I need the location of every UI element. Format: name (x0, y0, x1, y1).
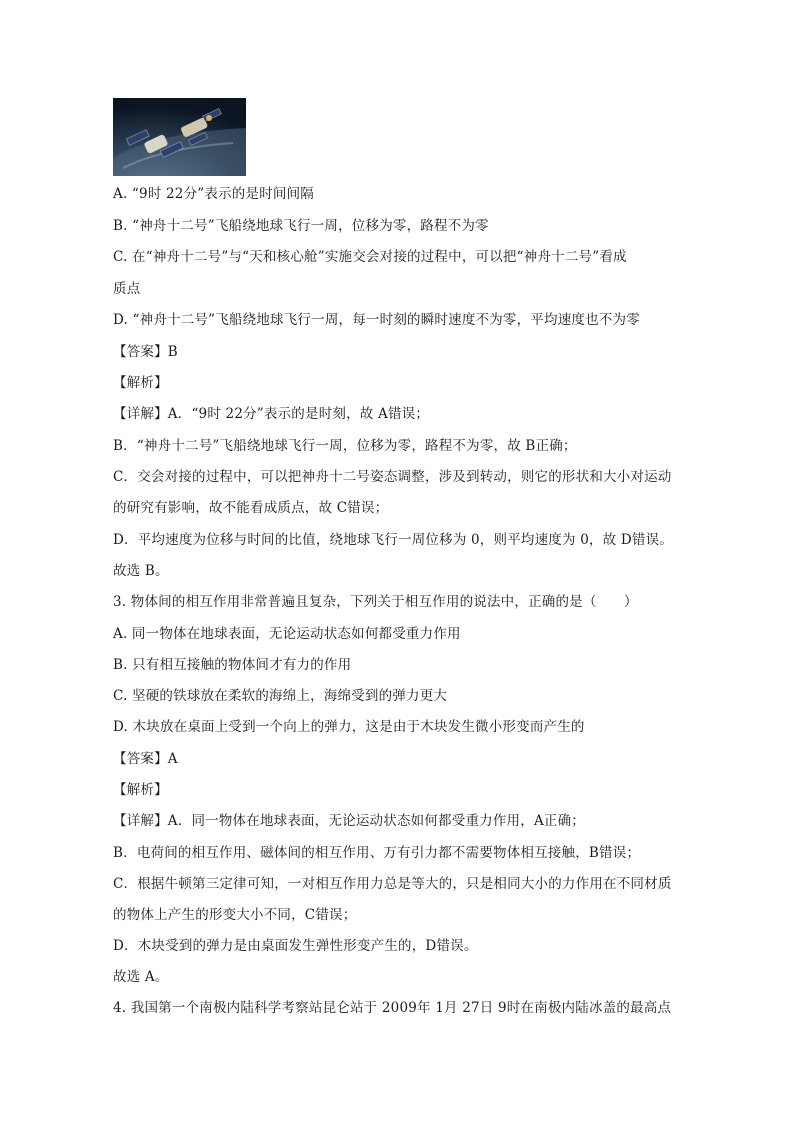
explanation-line: 【详解】A．同一物体在地球表面，无论运动状态如何都受重力作用，A正确； (113, 813, 585, 829)
explanation-line: 【详解】A．“9时 22分”表示的是时刻，故 A错误； (113, 406, 430, 422)
question-3-stem: 3. 物体间的相互作用非常普遍且复杂，下列关于相互作用的说法中，正确的是（ ） (113, 594, 638, 610)
explanation-line: B．“神舟十二号”飞船绕地球飞行一周，位移为零，路程不为零，故 B正确； (113, 438, 577, 454)
conclusion-line: 故选 A。 (113, 969, 169, 985)
explanation-line: D．木块受到的弹力是由桌面发生弹性形变产生的，D错误。 (113, 938, 478, 954)
analysis-label: 【解析】 (113, 375, 168, 391)
explanation-line: C．交会对接的过程中，可以把神舟十二号姿态调整，涉及到转动，则它的形状和大小对运动 (113, 469, 672, 485)
option-a: A. 同一物体在地球表面，无论运动状态如何都受重力作用 (113, 626, 461, 642)
spacecraft-photo (113, 98, 246, 176)
option-c: C. 在“神舟十二号”与“天和核心舱”实施交会对接的过程中，可以把“神舟十二号”看成 (113, 249, 627, 265)
answer-label: 【答案】A (113, 751, 178, 767)
option-d: D. 木块放在桌面上受到一个向上的弹力，这是由于木块发生微小形变而产生的 (113, 719, 585, 735)
option-b: B. “神舟十二号”飞船绕地球飞行一周，位移为零，路程不为零 (113, 218, 489, 234)
explanation-line: 的物体上产生的形变大小不同，C错误； (113, 907, 357, 923)
conclusion-line: 故选 B。 (113, 563, 169, 579)
option-a: A. “9时 22分”表示的是时间间隔 (113, 186, 314, 202)
explanation-line: C．根据牛顿第三定律可知，一对相互作用力总是等大的，只是相同大小的力作用在不同材质 (113, 876, 672, 892)
explanation-line: D．平均速度为位移与时间的比值，绕地球飞行一周位移为 0，则平均速度为 0，故 D错误。 (113, 532, 673, 548)
option-c: C. 坚硬的铁球放在柔软的海绵上，海绵受到的弹力更大 (113, 688, 448, 704)
explanation-line: B．电荷间的相互作用、磁体间的相互作用、万有引力都不需要物体相互接触，B错误； (113, 845, 641, 861)
explanation-line: 的研究有影响，故不能看成质点，故 C错误； (113, 500, 389, 516)
answer-label: 【答案】B (113, 344, 178, 360)
question-4-stem: 4. 我国第一个南极内陆科学考察站昆仑站于 2009年 1月 27日 9时在南极内陆冰盖的最高点 (113, 1000, 672, 1016)
option-d: D. “神舟十二号”飞船绕地球飞行一周，每一时刻的瞬时速度不为零，平均速度也不为零 (113, 312, 640, 328)
option-b: B. 只有相互接触的物体间才有力的作用 (113, 657, 352, 673)
analysis-label: 【解析】 (113, 782, 168, 798)
option-c-continued: 质点 (113, 281, 141, 297)
